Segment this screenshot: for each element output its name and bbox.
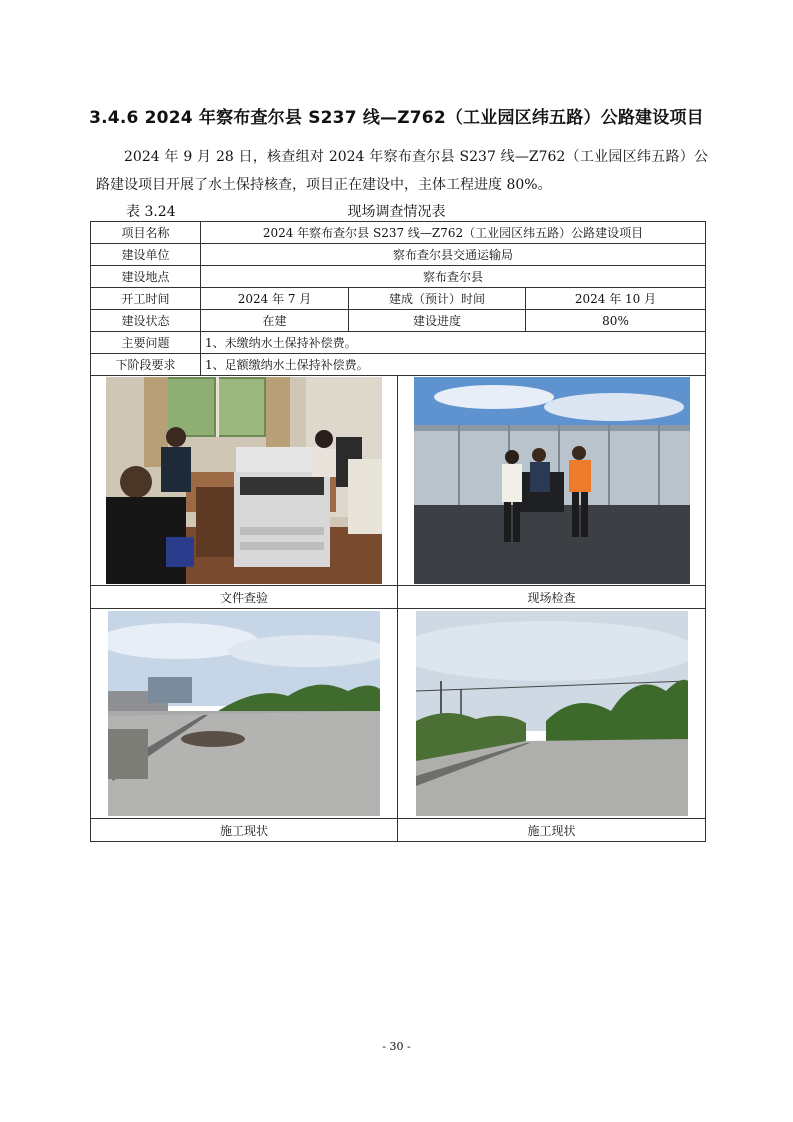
label-end-time: 建成（预计）时间 bbox=[349, 288, 526, 310]
value-location: 察布查尔县 bbox=[201, 266, 706, 288]
label-project-name: 项目名称 bbox=[91, 222, 201, 244]
table-row bbox=[91, 310, 706, 332]
photo-cell bbox=[91, 609, 398, 819]
photo-caption: 文件查验 bbox=[91, 586, 398, 609]
photo-row bbox=[91, 609, 706, 819]
table-title: 现场调查情况表 bbox=[347, 204, 446, 220]
caption-row bbox=[91, 586, 706, 609]
photo-caption: 现场检查 bbox=[398, 586, 706, 609]
construction-photo-2 bbox=[416, 611, 688, 816]
photo-cell bbox=[398, 609, 706, 819]
caption-row bbox=[91, 819, 706, 842]
label-issues: 主要问题 bbox=[91, 332, 201, 354]
value-project-name: 2024 年察布查尔县 S237 线—Z762（工业园区纬五路）公路建设项目 bbox=[201, 222, 706, 244]
intro-paragraph: 2024 年 9 月 28 日，核查组对 2024 年察布查尔县 S237 线—Z762（工业园区纬五路）公路建设项目开展了水土保持核查，项目正在建设中，主体工程进度 80%。 bbox=[96, 149, 708, 193]
value-status: 在建 bbox=[201, 310, 349, 332]
table-row bbox=[91, 266, 706, 288]
page-number: - 30 - bbox=[382, 1040, 411, 1053]
value-unit: 察布查尔县交通运输局 bbox=[201, 244, 706, 266]
table-number: 表 3.24 bbox=[126, 204, 176, 220]
photo-cell bbox=[91, 376, 398, 586]
site-inspection-photo bbox=[414, 377, 690, 584]
value-end-time: 2024 年 10 月 bbox=[526, 288, 706, 310]
label-unit: 建设单位 bbox=[91, 244, 201, 266]
photo-caption: 施工现状 bbox=[398, 819, 706, 842]
table-row bbox=[91, 244, 706, 266]
value-progress: 80% bbox=[526, 310, 706, 332]
label-progress: 建设进度 bbox=[349, 310, 526, 332]
office-inspection-photo bbox=[106, 377, 382, 584]
construction-photo-1 bbox=[108, 611, 380, 816]
value-start-time: 2024 年 7 月 bbox=[201, 288, 349, 310]
table-row bbox=[91, 222, 706, 244]
value-issues: 1、未缴纳水土保持补偿费。 bbox=[201, 332, 706, 354]
label-status: 建设状态 bbox=[91, 310, 201, 332]
survey-table bbox=[90, 221, 706, 376]
label-next-requirements: 下阶段要求 bbox=[91, 354, 201, 376]
photo-row bbox=[91, 376, 706, 586]
photo-table bbox=[90, 375, 706, 842]
table-row bbox=[91, 288, 706, 310]
section-heading: 3.4.6 2024 年察布查尔县 S237 线—Z762（工业园区纬五路）公路建设项目 bbox=[89, 108, 704, 128]
label-start-time: 开工时间 bbox=[91, 288, 201, 310]
table-row bbox=[91, 354, 706, 376]
label-location: 建设地点 bbox=[91, 266, 201, 288]
value-next-requirements: 1、足额缴纳水土保持补偿费。 bbox=[201, 354, 706, 376]
table-row bbox=[91, 332, 706, 354]
photo-cell bbox=[398, 376, 706, 586]
photo-caption: 施工现状 bbox=[91, 819, 398, 842]
